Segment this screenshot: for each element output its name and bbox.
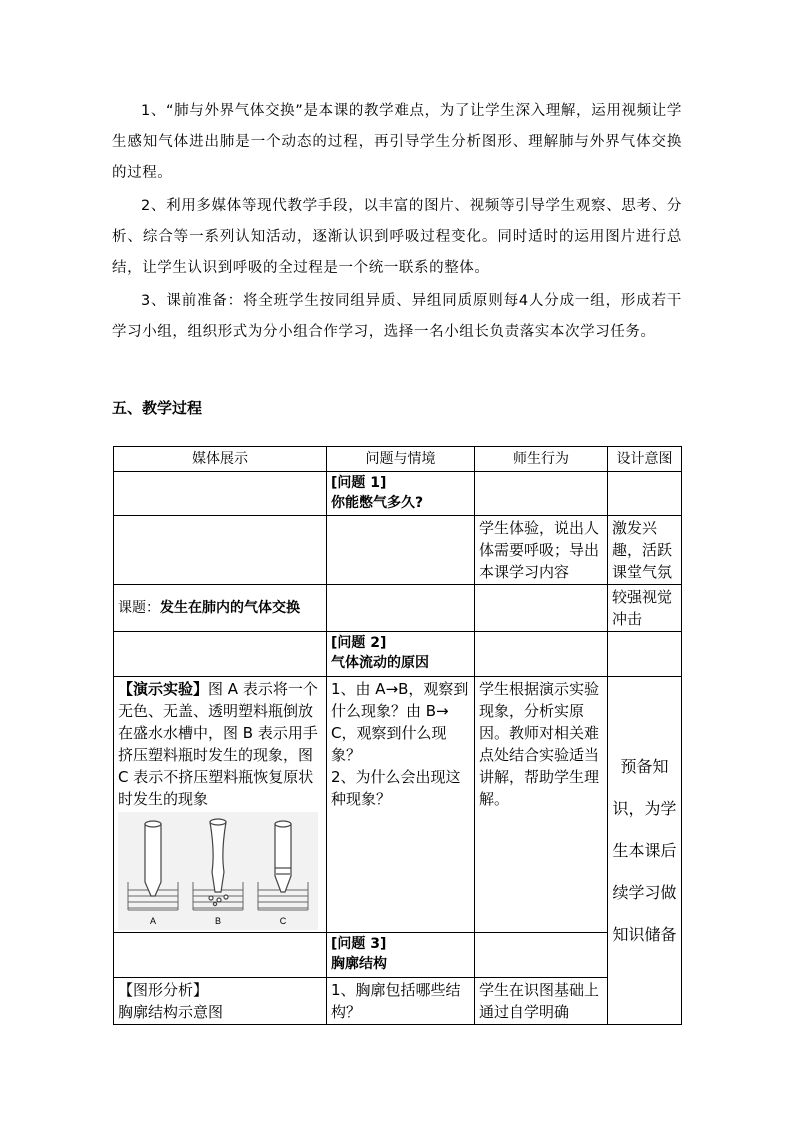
question-3-title: 胸廓结构: [331, 956, 387, 972]
paragraph-3: 3、课前准备：将全班学生按同组异质、异组同质原则每4人分成一组，形成若干学习小组，组织形式为分小组合作学习，选择一名小组长负责落实本次学习任务。: [112, 293, 682, 340]
bottle-experiment-diagram: [118, 812, 318, 930]
demo-intent-cell: 预备知识，为学生本课后续学习做知识储备: [608, 677, 682, 1025]
table-row: [114, 933, 682, 978]
question-2-cell: [327, 632, 475, 677]
demo-questions-cell: 1、由 A→B，观察到什么现象？由 B→C，观察到什么现象？ 2、为什么会出现这种现象？: [327, 677, 475, 933]
question-3-cell: [327, 933, 475, 978]
demo-label: 【演示实验】: [118, 680, 209, 698]
intent-cell: 激发兴趣，活跃课堂气氛: [608, 516, 682, 585]
table-row: [114, 632, 682, 677]
demo-text: 图 A 表示将一个无色、无盖、透明塑料瓶倒放在盛水水槽中，图 B 表示用手挤压塑料瓶时发生的现象，图 C 表示不挤压塑料瓶恢复原状时发生的现象: [118, 680, 318, 808]
table-header-row: [114, 447, 682, 472]
diagram-label-c: C: [279, 916, 287, 926]
question-3-tag: [问题 3]: [331, 936, 387, 952]
question-1-tag: [问题 1]: [331, 475, 387, 491]
demo-behavior-cell: 学生根据演示实验现象，分析实原因。教师对相关难点处结合实验适当讲解，帮助学生理解。: [475, 677, 608, 933]
demo-cell: [114, 677, 327, 933]
question-1-title: 你能憋气多久?: [331, 495, 424, 511]
lesson-topic-prefix: 课题：: [118, 600, 160, 616]
paragraph-2: 2、利用多媒体等现代教学手段，以丰富的图片、视频等引导学生观察、思考、分析、综合等一系列认知活动，逐渐认识到呼吸过程变化。同时适时的运用图片进行总结，让学生认识到呼吸的全过程是一个统一联系的整体。: [112, 198, 682, 276]
behavior-cell: 学生体验，说出人体需要呼吸；导出本课学习内容: [475, 516, 608, 585]
table-row: [114, 472, 682, 516]
table-row: [114, 677, 682, 933]
teaching-process-table: [113, 446, 682, 1025]
header-behavior: 师生行为: [475, 447, 608, 472]
section-title: 五、教学过程: [112, 399, 203, 417]
figure-analysis-cell: 【图形分析】 胸廓结构示意图: [114, 978, 327, 1025]
table-row: [114, 516, 682, 585]
lesson-topic-cell: [114, 585, 327, 632]
lesson-topic-title: 发生在肺内的气体交换: [160, 600, 300, 616]
paragraph-1: 1、“肺与外界气体交换”是本课的教学难点，为了让学生深入理解，运用视频让学生感知气体进出肺是一个动态的过程，再引导学生分析图形、理解肺与外界气体交换的过程。: [112, 103, 682, 181]
demo-description: [118, 678, 322, 810]
questions-cell: 1、胸廓包括哪些结构？: [327, 978, 475, 1025]
question-2-title: 气体流动的原因: [331, 655, 429, 671]
diagram-label-b: B: [214, 916, 222, 926]
question-2-tag: [问题 2]: [331, 635, 387, 651]
header-intent: 设计意图: [608, 447, 682, 472]
table-row: [114, 978, 682, 1025]
diagram-label-a: A: [149, 916, 157, 926]
behavior-cell: 学生在识图基础上通过自学明确: [475, 978, 608, 1025]
header-media: 媒体展示: [114, 447, 327, 472]
intent-cell: 较强视觉冲击: [608, 585, 682, 632]
header-questions: 问题与情境: [327, 447, 475, 472]
question-1-cell: [327, 472, 475, 516]
table-row: [114, 585, 682, 632]
